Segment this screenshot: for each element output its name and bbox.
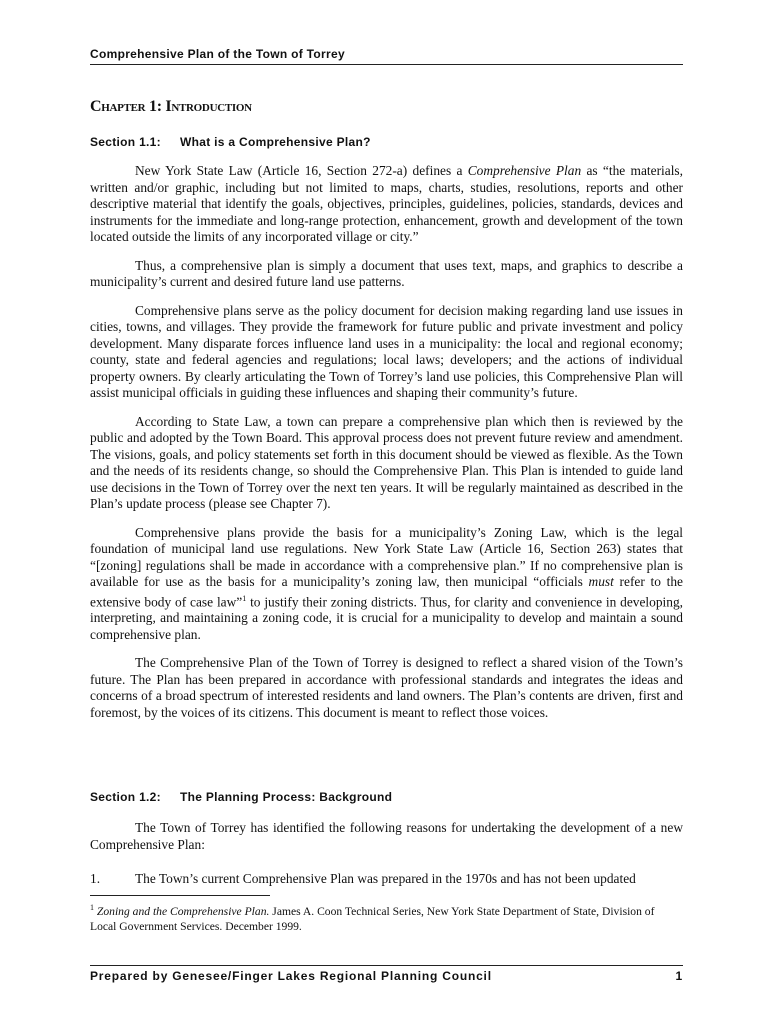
footnote-divider xyxy=(90,895,270,896)
list-item-number: 1. xyxy=(90,871,101,886)
running-header: Comprehensive Plan of the Town of Torrey xyxy=(90,47,683,65)
page-number: 1 xyxy=(675,969,683,983)
chapter-title: Chapter 1: Introduction xyxy=(90,98,252,115)
footnote-reference: 1 xyxy=(242,593,247,603)
paragraph-thus: Thus, a comprehensive plan is simply a document that uses text, maps, and graphics to describe a municipality’s current and desired future land use patterns. xyxy=(90,257,683,289)
footnote-text: James A. Coon Technical Series, New York State Department of State, Division of Local Government Services. December 1999. xyxy=(90,904,655,933)
paragraph-text: New York State Law (Article 16, Section 272-a) defines a xyxy=(135,163,468,178)
footnote-title: Zoning and the Comprehensive Plan. xyxy=(96,904,270,918)
list-item xyxy=(90,871,683,888)
emphasis-text: must xyxy=(588,574,614,589)
paragraph-vision: The Comprehensive Plan of the Town of Torrey is designed to reflect a shared vision of the Town’s future. The Plan has been prepared in accordance with professional standards and integrates the ideas and concerns of a broad spectrum of interested residents and land owners. The Plan’s contents are driven, first and foremost, by the voices of its citizens. This document is meant to reflect those voices. xyxy=(90,655,683,720)
paragraph-reasons: The Town of Torrey has identified the following reasons for undertaking the development of a new Comprehensive Plan: xyxy=(90,820,683,852)
footnote-mark: 1 xyxy=(90,903,94,912)
section-1-1-body xyxy=(90,163,683,733)
paragraph-definition xyxy=(90,163,683,246)
paragraph-state-law: According to State Law, a town can prepare a comprehensive plan which then is reviewed by the public and adopted by the Town Board. This approval process does not prevent future review and amendment. The visions, goals, and policy statements set forth in this document should be viewed as flexible. As the Town and the needs of its residents change, so should the Comprehensive Plan. This Plan is intended to guide land use decisions in the Town of Torrey over the next ten years. It will be regularly maintained as described in the Plan’s update process (please see Chapter 7). xyxy=(90,413,683,511)
paragraph-zoning xyxy=(90,525,683,644)
section-1-2-number: Section 1.2: xyxy=(90,790,161,804)
list-item-text: The Town’s current Comprehensive Plan was prepared in the 1970s and has not been updated xyxy=(135,871,636,886)
section-1-2-title: The Planning Process: Background xyxy=(180,790,393,804)
page-footer xyxy=(90,965,683,983)
emphasis-text: Comprehensive Plan xyxy=(467,163,582,178)
section-1-2-body xyxy=(90,820,683,865)
footnote xyxy=(90,900,670,934)
paragraph-text: as “the materials, written and/or graphic, including but not limited to maps, charts, studies, resolutions, reports and other descriptive material that identify the goals, objectives, principles, guidelines, policies, standards, devices and instruments for the immediate and long-range protection, enhancement, growth and development of the town located outside the limits of any incorporated village or city.” xyxy=(90,163,683,244)
section-1-1-number: Section 1.1: xyxy=(90,135,161,149)
section-1-1-heading xyxy=(90,135,371,149)
paragraph-policy: Comprehensive plans serve as the policy document for decision making regarding land use issues in cities, towns, and villages. They provide the framework for future public and private investment and policy development. Many disparate forces influence land uses in a municipality: the local and regional economy; county, state and federal agencies and regulations; local laws; developers; and the actions of individual property owners. By clearly articulating the Town of Torrey’s land use policies, this Comprehensive Plan will assist municipal officials in guiding these influences and shaping their community’s future. xyxy=(90,302,683,400)
paragraph-text: to justify their zoning districts. Thus, for clarity and convenience in developing, interpreting, and maintaining a zoning code, it is crucial for a municipality to develop and maintain a sound comprehensive plan. xyxy=(90,593,683,642)
section-1-2-heading xyxy=(90,790,392,804)
section-1-1-title: What is a Comprehensive Plan? xyxy=(180,135,371,149)
paragraph-text: Comprehensive plans provide the basis for a municipality’s Zoning Law, which is the legal foundation of municipal land use regulations. New York State Law (Article 16, Section 263) states that “[zoning] regulations shall be made in accordance with a comprehensive plan.” If no comprehensive plan is available for use as the basis for a municipality’s zoning law, then municipal “officials xyxy=(90,524,683,589)
paragraph-text: refer to the extensive body of case law” xyxy=(90,574,683,609)
footer-prepared-by: Prepared by Genesee/Finger Lakes Regional Planning Council xyxy=(90,969,492,983)
